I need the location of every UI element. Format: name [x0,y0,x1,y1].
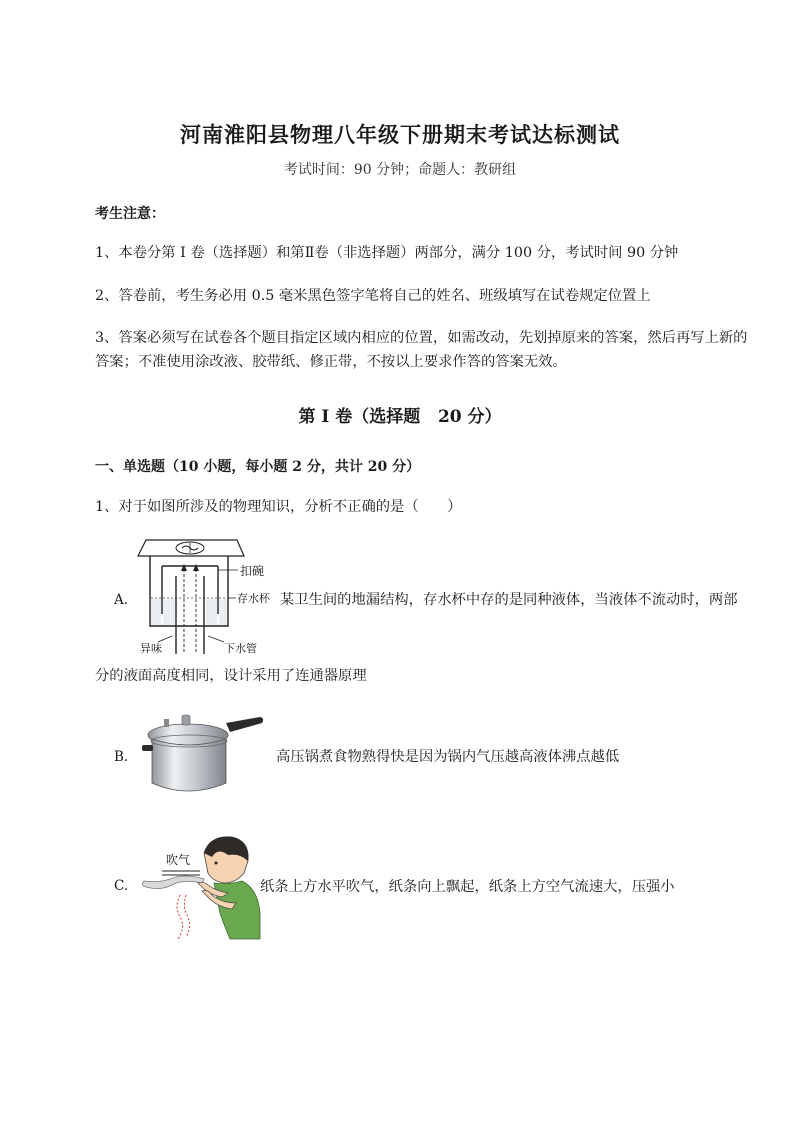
question-1-stem: 1、对于如图所涉及的物理知识，分析不正确的是（ ） [95,499,462,515]
option-a-text-continued: 分的液面高度相同，设计采用了连通器原理 [95,668,367,684]
exam-info: 考试时间：90 分钟；命题人：教研组 [283,162,517,178]
option-b-letter: B. [114,749,129,765]
blowing-paper-strip-image [132,833,262,943]
label-bowl: 扣碗 [240,564,265,578]
notice-item-2: 2、答卷前，考生务必用 0.5 毫米黑色签字笔将自己的姓名、班级填写在试卷规定位置上 [95,288,651,304]
section-title: 第 I 卷（选择题 20 分） [298,407,502,427]
page-title: 河南淮阳县物理八年级下册期末考试达标测试 [180,122,620,147]
notice-item-3: 3、答案必须写在试卷各个题目指定区域内相应的位置，如需改动，先划掉原来的答案，然后再写上新的答案；不准使用涂改液、胶带纸、修正带，不按以上要求作答的答案无效。 [95,330,748,370]
pressure-cooker-image [138,705,268,799]
notice-heading: 考生注意： [95,206,165,222]
question-group-heading: 一、单选题（10 小题，每小题 2 分，共计 20 分） [95,459,421,475]
floor-drain-diagram [132,536,282,658]
option-a-letter: A. [114,592,129,608]
option-b-text: 高压锅煮食物熟得快是因为锅内气压越高液体沸点越低 [276,749,620,765]
label-drain-pipe: 下水管 [224,642,257,655]
option-a-text: 某卫生间的地漏结构，存水杯中存的是同种液体，当液体不流动时，两部 [280,592,738,608]
label-odor: 异味 [140,642,162,655]
label-cup: 存水杯 [237,592,270,605]
option-c-letter: C. [114,878,129,894]
notice-item-1: 1、本卷分第 I 卷（选择题）和第Ⅱ卷（非选择题）两部分，满分 100 分，考试时间 90 分钟 [95,245,679,261]
option-c-text: 纸条上方水平吹气，纸条向上飘起，纸条上方空气流速大，压强小 [260,879,675,895]
label-blow: 吹气 [166,853,191,867]
